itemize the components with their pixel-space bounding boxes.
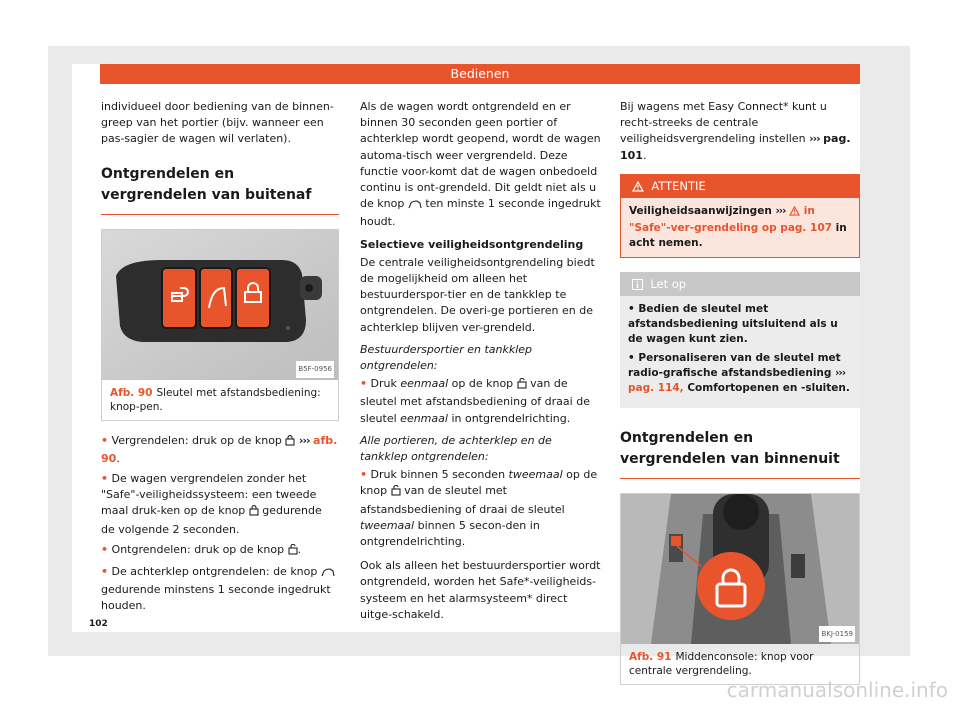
unlock-icon [517,378,527,394]
list-item: • Druk eenmaal op de knop van de sleutel met afstandsbediening of draai de sleutel eenmaal in ontgrendelrichting. [360,377,590,425]
italic-heading: Alle portieren, de achterklep en de tankklep ontgrendelen: [360,433,552,464]
section-title-outside: Ontgrendelen en vergrendelen van buitenaf [101,164,339,215]
page-number: 102 [89,619,108,629]
warning-link[interactable]: in "Safe"-ver-grendeling op pag. 107 [629,204,832,234]
note-body [620,296,860,408]
paragraph-text: . [642,148,647,162]
note-text: Comfortopenen en -sluiten. [687,381,850,394]
bullet-text: binnen 5 secon-den in ontgrendelrichting. [360,518,540,549]
emphasis: eenmaal [400,377,449,391]
note-link[interactable]: pag. 114, [628,381,684,394]
paragraph-text: ten minste 1 seconde ingedrukt houdt. [360,197,601,229]
warning-triangle-icon [632,176,644,200]
warning-header [620,174,860,198]
bullet-text: Ontgrendelen: druk op de knop [111,542,285,556]
note-text: Personaliseren van de sleutel met radio-grafische afstandsbediening [628,351,841,379]
list-item: • Personaliseren van de sleutel met radio-grafische afstandsbediening ››› pag. 114, Comfortopenen en -sluiten. [628,351,850,394]
lock-icon [285,435,295,451]
figure-90 [101,229,339,421]
bullet-text: op de knop [451,377,514,391]
emphasis: tweemaal [508,468,563,482]
bullet-text: van de sleutel met afstandsbediening of draai de sleutel [360,377,590,425]
list-item: • Vergrendelen: druk op de knop ››› afb. 90. [101,433,338,465]
lock-icon [249,505,259,521]
info-icon [632,274,643,298]
list-item: • Druk binnen 5 seconden tweemaal op de knop van de sleutel met afstandsbediening of draai de sleutel tweemaal binnen 5 secon-den in ontgrendelrichting. [360,468,598,549]
list-item: • De wagen vergrendelen zonder het "Safe"-veiligheidssysteem: een tweede maal druk-ken op de knop gedurende de volgende 2 seconden. [101,472,322,536]
bullet-text: Druk binnen 5 seconden [370,468,506,482]
list-item: • De achterklep ontgrendelen: de knop gedurende minstens 1 seconde ingedrukt houden. [101,564,339,615]
figure-caption-text: Sleutel met afstandsbediening: knop-pen. [110,386,321,413]
emphasis: eenmaal [400,411,448,425]
paragraph: Ook als alleen het bestuurdersportier wordt ontgrendeld, worden het Safe*-veiligheids-systeem en het alarmsysteem* direct uitge-schakeld. [360,559,601,621]
warning-title: ATTENTIE [651,178,706,193]
page-link[interactable]: pag. 101 [620,132,851,162]
bullet-text: op de knop [360,468,598,498]
key-fob-image [102,230,338,380]
figure-label: Afb. 91 [629,650,672,663]
warning-text: Veiligheidsaanwijzingen [629,204,772,217]
note-header [620,272,860,296]
italic-heading: Bestuurdersportier en tankklep ontgrendelen: [360,342,533,373]
figure-caption [102,380,338,420]
bullet-text: in ontgrendelrichting. [451,411,571,425]
bullet-text: De achterklep ontgrendelen: de knop [111,565,318,579]
bullet-text: gedurende minstens 1 seconde ingedrukt houden. [101,583,331,613]
column-1 [101,99,339,619]
paragraph-text: Als de wagen wordt ontgrendeld en er binnen 30 seconden geen portier of achterklep wordt geopend, wordt de wagen automa-tisch weer vergrendeld. Deze functie voor-komt dat de wagen onbedoeld continu is ont-grendeld. Dit geldt niet als u de knop [360,100,601,211]
bullet-text: . [116,451,120,465]
bullet-text: van de sleutel met afstandsbediening of draai de sleutel [360,484,565,516]
paragraph [360,99,602,231]
emphasis: tweemaal [360,518,415,532]
note-text: Bedien de sleutel met afstandsbediening uitsluitend als u de wagen kunt zien. [628,302,838,345]
figure-label: Afb. 90 [110,386,153,399]
bullet-text: gedurende de volgende 2 seconden. [101,504,322,536]
trunk-icon [408,198,422,214]
image-code: B5F-0956 [296,361,334,377]
figure-caption-text: Middenconsole: knop voor centrale vergrendeling. [629,650,814,677]
image-code: BKJ-0159 [819,626,855,642]
column-2 [360,99,602,629]
chapter-header: Bedienen [100,64,860,84]
watermark: carmanualsonline.info [726,678,948,702]
warning-body: Veiligheidsaanwijzingen ››› in "Safe"-ver-grendeling op pag. 107 in acht nemen. [620,198,860,258]
subheading: Selectieve veiligheidsontgrendeling [360,237,584,251]
bullet-text: De wagen vergrendelen zonder het "Safe"-veiligheidssysteem: een tweede maal druk-ken op de knop [101,472,317,518]
paragraph: De centrale veiligheidsontgrendeling biedt de mogelijkheid om alleen het bestuurderspor-tier en de tankklep te ontgrendelen. De overi-ge portieren en de achterklep blijven ver-grendeld. [360,255,595,334]
unlock-icon [391,485,401,501]
warning-text: in acht nemen. [629,221,847,249]
unlock-icon [288,544,298,560]
bullet-text: Vergrendelen: druk op de knop [111,433,282,447]
center-console-image [621,494,859,644]
bullet-text: Druk [370,377,397,391]
bullet-text: . [297,542,302,556]
trunk-icon [321,566,335,582]
note-title: Let op [650,276,687,291]
figure-link[interactable]: afb. 90 [101,433,338,465]
list-item: • Ontgrendelen: druk op de knop . [101,542,339,560]
section-title-inside: Ontgrendelen en vergrendelen van binnenuit [620,428,860,479]
figure-91 [620,493,860,685]
intro-text: individueel door bediening van de binnen-greep van het portier (bijv. wanneer een pas-sagier de wagen wil verlaten). [101,100,334,146]
paragraph: Bij wagens met Easy Connect* kunt u recht-streeks de centrale veiligheidsvergrendeling instellen ››› pag. 101. [620,100,851,162]
column-3 [620,99,860,685]
warning-triangle-icon [789,206,800,221]
list-item: • Bedien de sleutel met afstandsbediening uitsluitend als u de wagen kunt zien. [628,302,838,345]
paragraph-text: Bij wagens met Easy Connect* kunt u recht-streeks de centrale veiligheidsvergrendeling instellen [620,100,827,146]
